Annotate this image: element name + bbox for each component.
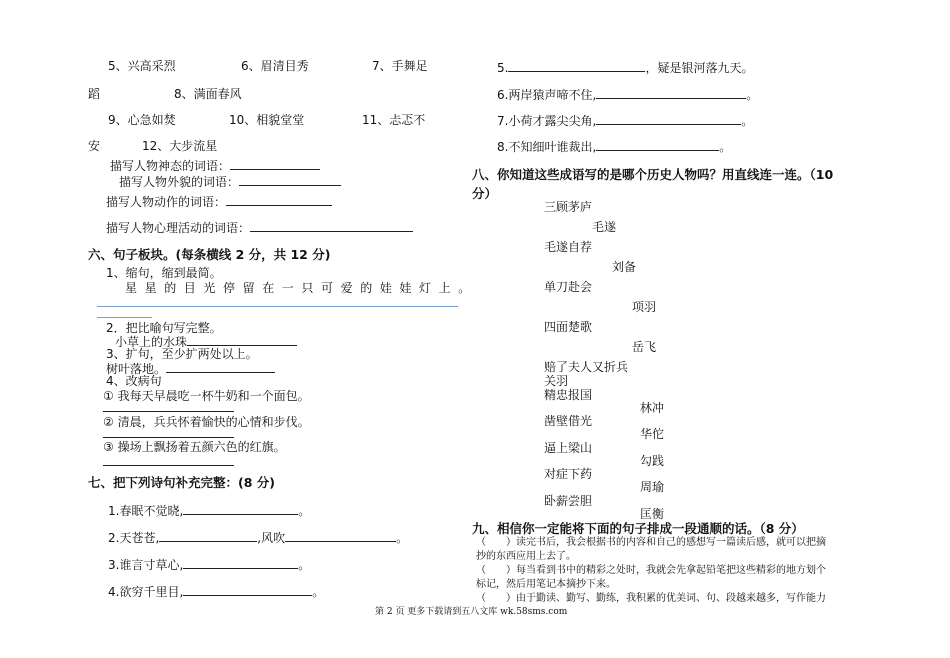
s6-q2-blank[interactable] — [187, 334, 297, 346]
describe-dongzuo-row — [106, 194, 332, 210]
s6-q3-prompt: 树叶落地。 — [106, 362, 167, 376]
s8-idiom-8[interactable]: 逼上梁山 — [544, 441, 593, 455]
idiom-11-continuation: 安 — [88, 139, 101, 153]
s6-q3-blank[interactable] — [166, 361, 275, 373]
s7-p5-row — [497, 60, 753, 76]
s7-p4-row — [108, 584, 324, 600]
s6-q4-b: ② 清晨，兵兵怀着愉快的心情和步伐。 — [103, 415, 310, 429]
s7-p1-row — [108, 503, 310, 519]
s8-idiom-1[interactable]: 三顾茅庐 — [544, 200, 593, 214]
s8-person-8[interactable]: 勾践 — [640, 454, 665, 468]
section-9-heading: 九、相信你一定能将下面的句子排成一段通顺的话。（8 分） — [472, 521, 804, 536]
describe-shentai-label: 描写人物神态的词语： — [110, 159, 231, 173]
s6-q1-answer-line-2[interactable] — [97, 317, 152, 318]
s7-p2-row — [108, 530, 408, 546]
s7-p3-end: 。 — [298, 558, 311, 572]
s7-p7-end: 。 — [741, 114, 754, 128]
s8-idiom-10[interactable]: 卧薪尝胆 — [544, 494, 593, 508]
s7-p1-end: 。 — [298, 504, 311, 518]
section-6-heading: 六、句子板块。(每条横线 2 分，共 12 分) — [88, 247, 331, 262]
describe-waimao-blank[interactable] — [239, 174, 341, 186]
s6-q4: 4、改病句 — [106, 374, 162, 388]
page-footer: 第 2 页 更多下载请到五八文库 wk.58sms.com — [375, 607, 568, 617]
describe-xinli-row — [106, 220, 413, 236]
s6-q1: 1、缩句，缩到最简。 — [106, 266, 222, 280]
s7-p6-end: 。 — [746, 88, 759, 102]
s7-p3-row — [108, 557, 310, 573]
s6-q4-b-blank[interactable] — [103, 437, 234, 438]
s8-idiom-6[interactable]: 精忠报国 — [544, 388, 593, 402]
s7-p5a: 5. — [497, 61, 509, 75]
idiom-7: 7、手舞足 — [372, 59, 428, 73]
s8-idiom-7[interactable]: 凿壁借光 — [544, 414, 593, 428]
s8-person-10[interactable]: 匡衡 — [640, 507, 665, 521]
s7-p6-row — [497, 87, 758, 103]
describe-waimao-row — [119, 174, 341, 190]
s7-p8-row — [497, 139, 731, 155]
describe-dongzuo-label: 描写人物动作的词语： — [106, 195, 227, 209]
s7-p6-blank[interactable] — [596, 87, 746, 99]
s7-p8-end: 。 — [719, 140, 732, 154]
s8-person-3[interactable]: 项羽 — [632, 300, 657, 314]
s7-p5-blank[interactable] — [508, 60, 645, 72]
s8-person-9[interactable]: 周瑜 — [640, 480, 665, 494]
describe-shentai-blank[interactable] — [230, 158, 320, 170]
s7-p2b: ,风吹 — [257, 531, 286, 545]
s6-q1-answer-line[interactable] — [97, 306, 458, 307]
section-7-heading: 七、把下列诗句补充完整：(8 分) — [88, 475, 275, 490]
s7-p5b: ，疑是银河落九天。 — [645, 61, 754, 75]
idiom-9: 9、心急如焚 — [108, 113, 176, 127]
s7-p2a: 2.天苍苍, — [108, 531, 160, 545]
describe-xinli-blank[interactable] — [250, 220, 413, 232]
describe-xinli-label: 描写人物心理活动的词语： — [106, 221, 251, 235]
s8-idiom-9[interactable]: 对症下药 — [544, 467, 593, 481]
s8-idiom-5[interactable]: 赔了夫人又折兵 — [544, 360, 629, 374]
idiom-11: 11、忐忑不 — [362, 113, 426, 127]
s7-p4-end: 。 — [312, 585, 325, 599]
s8-idiom-3[interactable]: 单刀赴会 — [544, 280, 593, 294]
s8-person-7[interactable]: 华佗 — [640, 427, 665, 441]
s9-s2-b: 标记，然后用笔记本摘抄下来。 — [476, 579, 616, 590]
describe-dongzuo-blank[interactable] — [226, 194, 332, 206]
s9-s3-a: （ ）由于勤读、勤写、勤练，我积累的优美词、句、段越来越多，写作能力 — [476, 593, 826, 604]
s6-q2-prompt: 小草上的水珠 — [115, 335, 188, 349]
s7-p2-end: 。 — [396, 531, 409, 545]
s7-p3: 3.谁言寸草心, — [108, 558, 184, 572]
idiom-6: 6、眉清目秀 — [241, 59, 309, 73]
describe-waimao-label: 描写人物外貌的词语： — [119, 175, 240, 189]
s6-q4-a: ① 我每天早晨吃一杯牛奶和一个面包。 — [103, 389, 310, 403]
s7-p6: 6.两岸猿声啼不住, — [497, 88, 597, 102]
s6-q2: 2．把比喻句写完整。 — [106, 321, 222, 335]
s7-p7: 7.小荷才露尖尖角, — [497, 114, 597, 128]
s6-q4-a-blank[interactable] — [103, 411, 234, 412]
s8-person-5[interactable]: 关羽 — [544, 374, 569, 388]
s7-p7-row — [497, 113, 753, 129]
s6-q1-sentence: 星星的目光停留在一只可爱的娃娃灯上。 — [125, 281, 478, 295]
s8-person-2[interactable]: 刘备 — [612, 260, 637, 274]
s7-p7-blank[interactable] — [596, 113, 741, 125]
s9-s1-a: （ ）读完书后，我会根据书的内容和自己的感想写一篇读后感，就可以把摘 — [476, 537, 826, 548]
s7-p3-blank[interactable] — [183, 557, 298, 569]
s8-person-1[interactable]: 毛遂 — [592, 220, 617, 234]
s6-q3: 3、扩句，至少扩两处以上。 — [106, 347, 258, 361]
section-8-heading-line1: 八、你知道这些成语写的是哪个历史人物吗？用直线连一连。（10 — [472, 167, 834, 182]
s7-p8-blank[interactable] — [596, 139, 719, 151]
s8-person-4[interactable]: 岳飞 — [632, 340, 657, 354]
describe-shentai-row — [110, 158, 320, 174]
s9-s2-a: （ ）每当看到书中的精彩之处时，我就会先拿起铅笔把这些精彩的地方划个 — [476, 565, 826, 576]
s6-q4-c: ③ 操场上飘扬着五颜六色的红旗。 — [103, 440, 286, 454]
s8-idiom-4[interactable]: 四面楚歌 — [544, 320, 593, 334]
section-8-heading-line2: 分） — [472, 186, 498, 201]
idiom-10: 10、相貌堂堂 — [229, 113, 305, 127]
idiom-8: 8、满面春风 — [174, 87, 242, 101]
idiom-7-continuation: 蹈 — [88, 87, 101, 101]
s8-person-6[interactable]: 林冲 — [640, 401, 665, 415]
s6-q4-c-blank[interactable] — [103, 465, 234, 466]
s7-p4: 4.欲穷千里目, — [108, 585, 184, 599]
s7-p1-blank[interactable] — [183, 503, 298, 515]
s7-p4-blank[interactable] — [183, 584, 312, 596]
idiom-5: 5、兴高采烈 — [108, 59, 176, 73]
s8-idiom-2[interactable]: 毛遂自荐 — [544, 240, 593, 254]
idiom-12: 12、大步流星 — [142, 139, 218, 153]
s7-p2-blank-1[interactable] — [159, 530, 257, 542]
s9-s1-b: 抄的东西应用上去了。 — [476, 551, 576, 562]
s7-p2-blank-2[interactable] — [285, 530, 396, 542]
s7-p1: 1.春眠不觉晓, — [108, 504, 184, 518]
s7-p8: 8.不知细叶谁裁出, — [497, 140, 597, 154]
